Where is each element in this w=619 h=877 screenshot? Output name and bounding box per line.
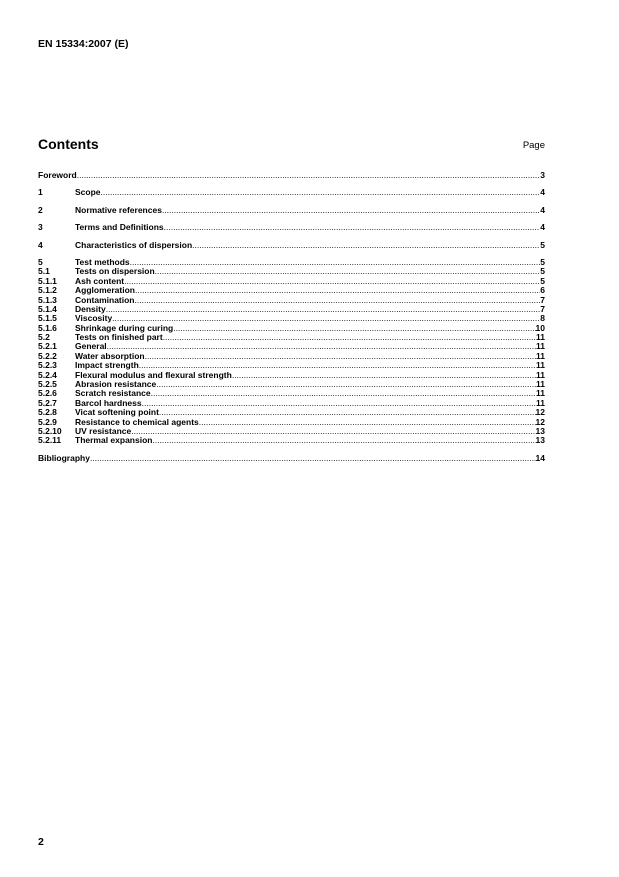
toc-entry-page: 11 xyxy=(536,397,545,408)
toc-entry-number: 5.2.2 xyxy=(38,350,57,361)
toc-dot-leader xyxy=(199,418,536,427)
toc-entry-title: Tests on dispersion xyxy=(75,266,155,277)
toc-entry-title: Normative references xyxy=(75,204,162,215)
toc-entry-page: 4 xyxy=(540,222,545,233)
toc-dot-leader xyxy=(106,305,541,314)
toc-dot-leader xyxy=(155,267,541,276)
toc-entry-page: 8 xyxy=(540,313,545,324)
toc-entry-number: 1 xyxy=(38,187,43,198)
toc-entry[interactable] xyxy=(38,241,545,250)
toc-entry[interactable] xyxy=(38,188,545,197)
toc-dot-leader xyxy=(164,223,541,232)
toc-dot-leader xyxy=(163,333,536,342)
toc-dot-leader xyxy=(90,454,536,463)
toc-dot-leader xyxy=(151,389,536,398)
toc-entry-number: 2 xyxy=(38,204,43,215)
toc-entry-title: Scope xyxy=(75,187,101,198)
toc-entry-page: 5 xyxy=(540,256,545,267)
toc-entry-number: 3 xyxy=(38,222,43,233)
toc-entry-title: Foreword xyxy=(38,170,77,180)
toc-entry-number: 5.1.6 xyxy=(38,322,57,333)
toc-dot-leader xyxy=(131,427,535,436)
toc-entry-number: 5.2.3 xyxy=(38,360,57,371)
toc-entry[interactable] xyxy=(38,223,545,232)
toc-entry[interactable] xyxy=(38,305,545,314)
toc-dot-leader xyxy=(156,380,536,389)
toc-entry-title: Thermal expansion xyxy=(75,435,153,446)
toc-dot-leader xyxy=(162,206,540,215)
toc-dot-leader xyxy=(135,286,540,295)
toc-entry-page: 6 xyxy=(540,285,545,296)
toc-dot-leader xyxy=(152,436,535,445)
toc-dot-leader xyxy=(101,188,541,197)
toc-entry[interactable] xyxy=(38,333,545,342)
toc-entry-title: Bibliography xyxy=(38,452,90,463)
toc-dot-leader xyxy=(192,241,540,250)
toc-entry-number: 5.1.1 xyxy=(38,275,57,286)
toc-entry-number: 5.2.6 xyxy=(38,388,57,399)
toc-entry-page: 10 xyxy=(535,322,545,333)
toc-entry-number: 5.2.11 xyxy=(38,435,62,446)
toc-entry-title: Characteristics of dispersion xyxy=(75,239,193,250)
toc-entry-title: Flexural modulus and flexural strength xyxy=(75,369,232,380)
toc-entry-page: 11 xyxy=(536,388,545,399)
toc-entry-title: Resistance to chemical agents xyxy=(75,416,199,427)
toc-entry-title: Density xyxy=(75,303,106,314)
toc-entry-title: Barcol hardness xyxy=(75,397,142,408)
toc-entry-title: Abrasion resistance xyxy=(75,379,157,390)
toc-entry-number: 5.2.7 xyxy=(38,397,57,408)
toc-entry-page: 11 xyxy=(536,350,545,361)
toc-entry-page: 13 xyxy=(535,425,545,436)
toc-entry-number: 5.2.5 xyxy=(38,379,57,390)
page-column-label: Page xyxy=(522,140,545,151)
toc-entry-page: 5 xyxy=(540,239,545,250)
toc-entry-page: 5 xyxy=(540,275,545,286)
toc-dot-leader xyxy=(130,258,541,267)
toc-entry-number: 5.1 xyxy=(38,266,50,277)
toc-entry-page: 4 xyxy=(540,187,545,198)
toc-dot-leader xyxy=(145,352,536,361)
toc-entry-page: 12 xyxy=(535,407,545,418)
toc-entry[interactable] xyxy=(38,171,545,180)
toc-entry-number: 5.1.3 xyxy=(38,294,57,305)
toc-entry-page: 5 xyxy=(540,266,545,277)
toc-entry-page: 7 xyxy=(540,294,545,305)
toc-dot-leader xyxy=(77,171,541,180)
table-of-contents xyxy=(38,171,545,463)
toc-entry-page: 7 xyxy=(540,303,545,314)
toc-entry-page: 11 xyxy=(536,379,545,390)
toc-entry-title: Contamination xyxy=(75,294,135,305)
toc-entry[interactable] xyxy=(38,206,545,215)
toc-entry-page: 12 xyxy=(535,416,545,427)
toc-dot-leader xyxy=(142,399,536,408)
toc-entry-number: 5.1.4 xyxy=(38,303,57,314)
toc-entry-number: 5.2.9 xyxy=(38,416,57,427)
toc-entry-page: 11 xyxy=(536,369,545,380)
toc-dot-leader xyxy=(173,324,535,333)
toc-entry-number: 5.2.1 xyxy=(38,341,57,352)
toc-dot-leader xyxy=(107,342,536,351)
toc-entry-title: Ash content xyxy=(75,275,125,286)
toc-entry-number: 4 xyxy=(38,239,43,250)
toc-entry-title: Agglomeration xyxy=(75,285,135,296)
toc-entry-page: 14 xyxy=(535,452,545,463)
toc-dot-leader xyxy=(124,277,540,286)
toc-entry-title: Vicat softening point xyxy=(75,407,159,418)
toc-entry[interactable] xyxy=(38,454,545,463)
contents-title: Contents xyxy=(38,136,99,152)
toc-entry-number: 5.2.8 xyxy=(38,407,57,418)
toc-entry-number: 5.2 xyxy=(38,332,50,343)
toc-entry-title: Tests on finished part xyxy=(75,332,163,343)
toc-entry-title: Scratch resistance xyxy=(75,388,151,399)
toc-entry-title: Viscosity xyxy=(75,313,113,324)
toc-entry-title: UV resistance xyxy=(75,425,132,436)
toc-entry[interactable] xyxy=(38,296,545,305)
toc-entry-number: 5.1.2 xyxy=(38,285,57,296)
toc-entry-page: 11 xyxy=(536,360,545,371)
page-number: 2 xyxy=(38,836,44,848)
toc-entry-number: 5.2.10 xyxy=(38,425,62,436)
toc-entry-title: Impact strength xyxy=(75,360,139,371)
toc-entry-page: 4 xyxy=(540,204,545,215)
toc-entry-number: 5.2.4 xyxy=(38,369,57,380)
toc-entry-title: Test methods xyxy=(75,256,130,267)
toc-entry-page: 3 xyxy=(540,170,545,180)
toc-entry[interactable] xyxy=(38,436,545,445)
toc-entry-title: Terms and Definitions xyxy=(75,222,164,233)
toc-entry-title: Shrinkage during curing xyxy=(75,322,174,333)
toc-dot-leader xyxy=(159,408,536,417)
toc-dot-leader xyxy=(112,314,540,323)
toc-entry-title: General xyxy=(75,341,107,352)
toc-dot-leader xyxy=(135,296,541,305)
toc-entry-page: 11 xyxy=(536,341,545,352)
toc-entry-title: Water absorption xyxy=(75,350,145,361)
toc-entry-number: 5.1.5 xyxy=(38,313,57,324)
toc-dot-leader xyxy=(232,371,536,380)
toc-entry-page: 13 xyxy=(535,435,545,446)
toc-entry-number: 5 xyxy=(38,256,43,267)
toc-entry-page: 11 xyxy=(536,332,545,343)
document-header: EN 15334:2007 (E) xyxy=(38,38,129,50)
